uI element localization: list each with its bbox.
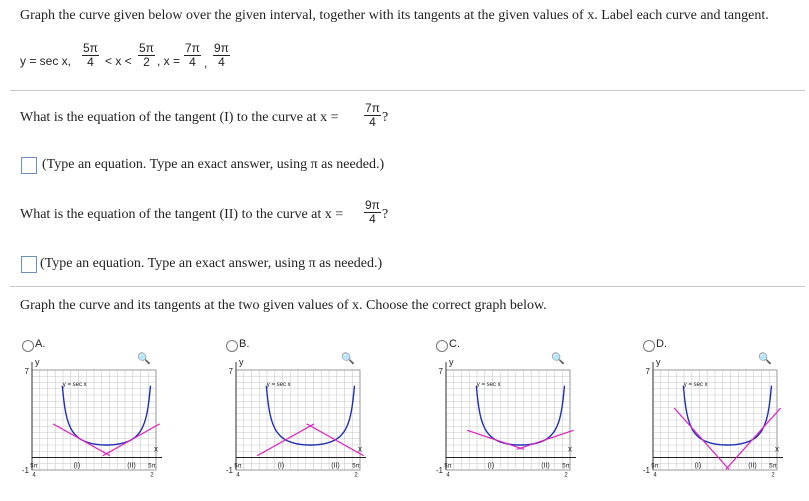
x-axis-label: x <box>358 444 362 454</box>
y-min-tick: -1 <box>435 466 443 475</box>
answer-1-hint: (Type an equation. Type an exact answer, using π as needed.) <box>42 157 385 172</box>
x-axis-label: x <box>568 444 572 454</box>
instructions: Graph the curve given below over the given interval, together with its tangents at the given values of x. Label each curve and tangent. <box>20 8 769 23</box>
option-d-graph <box>625 352 785 492</box>
y-max-tick: 7 <box>438 367 443 376</box>
x-axis-label: x <box>154 444 158 454</box>
option-b-label[interactable]: B. <box>239 338 250 350</box>
x-min-tick-den: 4 <box>446 472 450 479</box>
tangent-2-label: (II) <box>127 462 136 470</box>
x-max-tick-num: 5π <box>769 463 777 470</box>
y-min-tick: -1 <box>642 466 650 475</box>
curve-label: y = sec x <box>62 382 87 388</box>
tangent-1-label: (I) <box>487 462 495 470</box>
fraction-numerator: 7π <box>185 41 200 55</box>
question-mark: ? <box>382 110 389 125</box>
curve-label: y = sec x <box>476 382 501 388</box>
question-1-x-fraction <box>364 102 381 129</box>
zoom-icon[interactable]: 🔍 <box>758 352 772 365</box>
tangent-1-label: (I) <box>277 462 285 470</box>
y-max-tick: 7 <box>645 367 650 376</box>
x-min-tick-num: 5π <box>234 463 242 470</box>
fraction-denominator: 4 <box>369 212 376 226</box>
sec-curve <box>476 386 564 445</box>
zoom-icon[interactable]: 🔍 <box>137 352 151 365</box>
x-max-tick-den: 2 <box>771 472 775 479</box>
fraction-denominator: 4 <box>218 55 225 69</box>
x-min-tick-num: 5π <box>444 463 452 470</box>
fraction-denominator: 4 <box>87 55 94 69</box>
x-min-tick-den: 4 <box>32 472 36 479</box>
y-max-tick: 7 <box>24 367 29 376</box>
x-axis-label: x <box>775 444 779 454</box>
question-mark: ? <box>382 207 389 222</box>
x-max-tick-num: 5π <box>562 463 570 470</box>
inequality: < x < <box>105 54 132 68</box>
tangent-2-line <box>307 424 364 456</box>
x-max-tick-num: 5π <box>148 463 156 470</box>
y-axis-label: y <box>449 357 454 367</box>
sec-curve <box>683 386 771 445</box>
fraction-numerator: 9π <box>365 198 380 212</box>
option-b-radio[interactable] <box>226 340 238 352</box>
x-min-tick-num: 5π <box>651 463 659 470</box>
y-min-tick: -1 <box>21 466 29 475</box>
tangent-2-label: (II) <box>541 462 550 470</box>
y-max-tick: 7 <box>228 367 233 376</box>
fraction-numerator: 7π <box>365 101 380 115</box>
question-1-text: What is the equation of the tangent (I) to the curve at x = <box>20 110 339 125</box>
answer-2-hint: (Type an equation. Type an exact answer, using π as needed.) <box>40 256 383 271</box>
option-d-radio[interactable] <box>643 340 655 352</box>
tangent-2-label: (II) <box>331 462 340 470</box>
option-d-label[interactable]: D. <box>656 338 667 350</box>
option-b-graph <box>208 352 368 492</box>
zoom-icon[interactable]: 🔍 <box>341 352 355 365</box>
fraction-denominator: 4 <box>369 115 376 129</box>
x-min-tick-num: 5π <box>30 463 38 470</box>
fraction-numerator: 9π <box>214 41 229 55</box>
option-a-radio[interactable] <box>22 340 34 352</box>
answer-2-input[interactable] <box>21 256 37 273</box>
option-a-graph <box>4 352 164 492</box>
comma: , <box>204 56 208 70</box>
sec-curve <box>266 386 354 445</box>
y-axis-label: y <box>656 357 661 367</box>
curve-label: y = sec x <box>266 382 291 388</box>
tangent-2-line <box>103 424 160 456</box>
x-max-tick-num: 5π <box>352 463 360 470</box>
x-min-tick-den: 4 <box>236 472 240 479</box>
x-equals: , x = <box>157 54 181 68</box>
curve-label: y = sec x <box>683 382 708 388</box>
fraction-denominator: 4 <box>189 55 196 69</box>
answer-1-input[interactable] <box>21 157 37 174</box>
tangent-1-label: (I) <box>694 462 702 470</box>
fraction-numerator: 5π <box>139 41 154 55</box>
fraction-numerator: 5π <box>83 41 98 55</box>
function-lhs: y = sec x, <box>20 54 72 68</box>
option-c-label[interactable]: C. <box>449 338 460 350</box>
tangent-2-line <box>517 430 574 449</box>
x-max-tick-den: 2 <box>564 472 568 479</box>
zoom-icon[interactable]: 🔍 <box>551 352 565 365</box>
y-axis-label: y <box>239 357 244 367</box>
question-2-text: What is the equation of the tangent (II) to the curve at x = <box>20 207 344 222</box>
lower-bound-fraction <box>82 42 99 69</box>
divider <box>10 90 805 91</box>
x2-fraction <box>213 42 230 69</box>
tangent-2-label: (II) <box>748 462 757 470</box>
x-max-tick-den: 2 <box>150 472 154 479</box>
option-c-radio[interactable] <box>436 340 448 352</box>
question-3-text: Graph the curve and its tangents at the two given values of x. Choose the correct graph below. <box>20 298 547 313</box>
y-axis-label: y <box>35 357 40 367</box>
question-2-x-fraction <box>364 199 381 226</box>
divider <box>10 286 805 287</box>
upper-bound-fraction <box>138 42 155 69</box>
option-c-graph <box>418 352 578 492</box>
x-max-tick-den: 2 <box>354 472 358 479</box>
y-min-tick: -1 <box>225 466 233 475</box>
tangent-1-label: (I) <box>73 462 81 470</box>
fraction-denominator: 2 <box>143 55 150 69</box>
option-a-label[interactable]: A. <box>35 338 46 350</box>
x-min-tick-den: 4 <box>653 472 657 479</box>
x1-fraction <box>184 42 201 69</box>
